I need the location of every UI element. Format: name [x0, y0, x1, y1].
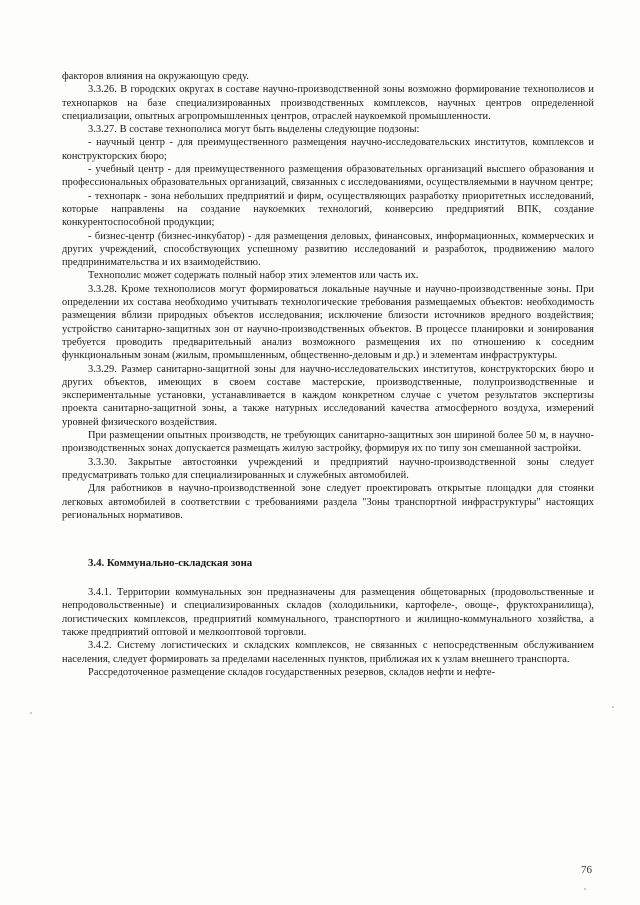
- paragraph: 3.3.26. В городских округах в составе научно-производственной зоны возможно формирование технополисов и технопарков на базе специализированных производственных комплексов, научных центров определенной специализации, опытных агропромышленных центров, отраслей наукоемкой промышленности.: [62, 84, 594, 122]
- paragraph: 3.3.28. Кроме технополисов могут формироваться локальные научные и научно-производственные зоны. При определении их состава необходимо учитывать технологические требования размещаемых объектов: необходимость размещения вблизи природных объектов исследования; исключение близости источников вредного воздействия; устройство санитарно-защитных зон от научно-производственных объектов. В процессе планировки и зонирования требуется проводить предварительный анализ возможного размещения их по отношению к соседним функциональным зонам (жилым, промышленным, общественно-деловым и др.) и элементам инфраструктуры.: [62, 283, 594, 362]
- paragraph: 3.3.30. Закрытые автостоянки учреждений и предприятий научно-производственной зоны следует предусматривать только для специализированных и служебных автомобилей.: [62, 456, 594, 481]
- list-item: - бизнес-центр (бизнес-инкубатор) - для размещения деловых, финансовых, информационных, коммерческих и других учреждений, способствующих успешному развитию исследований и разработок, продвижению малого предпринимательства и их взаимодействию.: [62, 230, 594, 269]
- list-item: - технопарк - зона небольших предприятий и фирм, осуществляющих разработку приоритетных исследований, которые направлены на создание наукоемких технологий, конверсию предприятий ВПК, создание конкурентоспособной продукции;: [62, 190, 594, 229]
- scan-speck: [584, 888, 586, 890]
- paragraph: факторов влияния на окружающую среду.: [62, 71, 249, 82]
- paragraph: При размещении опытных производств, не требующих санитарно-защитных зон шириной более 50 м, в научно-производственных зонах допускается размещать жилую застройку, формируя их по типу зон смешанной застройки.: [62, 430, 594, 455]
- list-item: - научный центр - для преимущественного размещения научно-исследовательских институтов, комплексов и конструкторских бюро;: [62, 137, 594, 162]
- list-item: - учебный центр - для преимущественного размещения образовательных организаций высшего образования и профессиональных образовательных организаций, связанных с исследованиями, осуществляемыми в научном центре;: [62, 164, 594, 189]
- paragraph: 3.3.29. Размер санитарно-защитной зоны для научно-исследовательских институтов, конструкторских бюро и других объектов, имеющих в своем составе мастерские, производственные, полупроизводственные и экспериментальные установки, устанавливается в каждом конкретном случае с учетом результатов экспертизы проекта санитарно-защитной зоны, а также натурных исследований качества атмосферного воздуха, измерений уровней физического воздействия.: [62, 363, 594, 428]
- scan-speck: [612, 706, 614, 708]
- page-number: 76: [581, 864, 592, 876]
- scan-speck: [30, 712, 32, 714]
- section-heading: 3.4. Коммунально-складская зона: [88, 557, 253, 570]
- paragraph: Рассредоточенное размещение складов государственных резервов, складов нефти и нефте-: [88, 666, 496, 678]
- paragraph: Для работников в научно-производственной зоне следует проектировать открытые площадки для стоянки легковых автомобилей в соответствии с требованиями раздела "Зоны транспортной инфраструктуры" настоящих региональных нормативов.: [62, 483, 594, 521]
- paragraph: Технополис может содержать полный набор этих элементов или часть их.: [88, 270, 419, 282]
- paragraph: 3.4.2. Систему логистических и складских комплексов, не связанных с непосредственным обслуживанием населения, следует формировать за пределами населенных пунктов, приближая их к узлам внешнего транспорта.: [62, 640, 594, 665]
- paragraph: 3.3.27. В составе технополиса могут быть выделены следующие подзоны:: [88, 124, 420, 136]
- page-body: [62, 70, 594, 679]
- paragraph: 3.4.1. Территории коммунальных зон предназначены для размещения общетоварных (продовольственные и непродовольственные) и специализированных складов (холодильники, картофеле-, овоще-, фруктохранилища), логистических комплексов, предприятий коммунального, транспортного и жилищно-коммунального хозяйства, а также предприятий оптовой и мелкооптовой торговли.: [62, 587, 594, 638]
